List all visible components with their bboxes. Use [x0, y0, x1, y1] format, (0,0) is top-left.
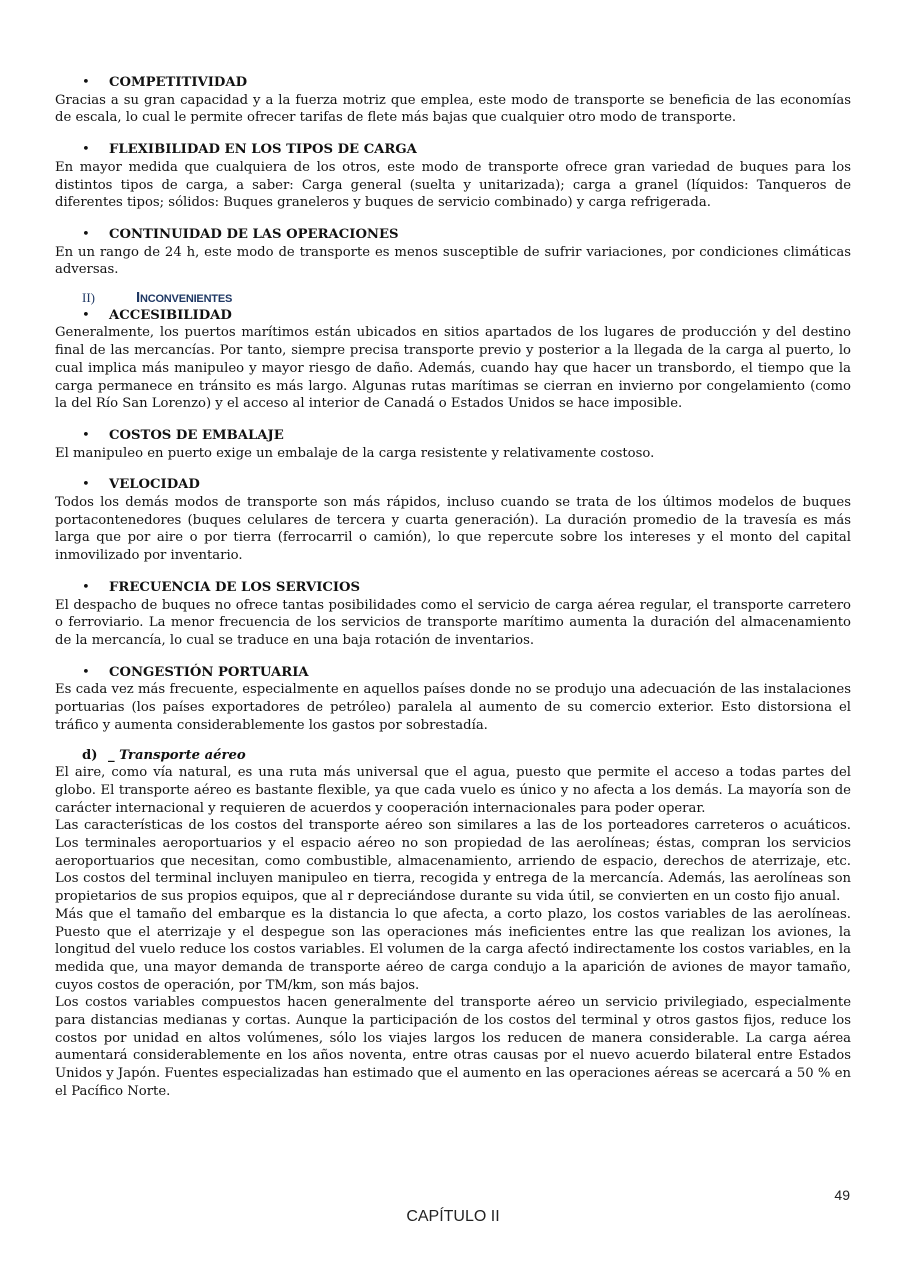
section-title: Inconvenientes — [136, 289, 233, 307]
paragraph-aereo-4: Los costos variables compuestos hacen generalmente del transporte aéreo un servicio privilegiado, especialmente para distancias medianas y cortas. Aunque la participación de los costos del terminal y otros gastos fijos, reduce los costos por unidad en altos volúmenes, sólo los viajes largos los reducen de manera considerable. La carga aérea aumentará considerablemente en los años noventa, entre otras causas por el nuevo acuerdo bilateral entre Estados Unidos y Japón. Fuentes especializadas han estimado que el aumento en las operaciones aéreas se acercará a 50 % en el Pacífico Norte. — [55, 995, 851, 1099]
disadvantages-list — [55, 307, 851, 735]
paragraph-continuidad: En un rango de 24 h, este modo de transporte es menos susceptible de sufrir variaciones, por condiciones climáticas adversas. — [55, 244, 851, 278]
subsection-title: _ Transporte aéreo — [108, 747, 246, 763]
chapter-footer: CAPÍTULO II — [406, 1208, 500, 1225]
paragraph-flexibilidad: En mayor medida que cualquiera de los otros, este modo de transporte ofrece gran variedad de buques para los distintos tipos de carga, a saber: Carga general (suelta y unitarizada); carga a granel (líquidos: Tanqueros de diferentes tipos; sólidos: Buques graneleros y buques de servicio combinado) y carga refrigerada. — [55, 159, 851, 211]
bullet-heading-accesibilidad: • ACCESIBILIDAD — [55, 307, 851, 325]
document-body — [55, 74, 851, 1101]
bullet-heading-flexibilidad: • FLEXIBILIDAD EN LOS TIPOS DE CARGA — [55, 141, 851, 159]
paragraph-accesibilidad: Generalmente, los puertos marítimos están ubicados en sitios apartados de los lugares de producción y del destino final de las mercancías. Por tanto, siempre precisa transporte previo y posterior a la llegada de la carga al puerto, lo cual implica más manipuleo y mayor riesgo de daño. Además, cuando hay que hacer un transbordo, el tiempo que la carga permanece en tránsito es más largo. Algunas rutas marítimas se cierran en invierno por congelamiento (como la del Río San Lorenzo) y el acceso al interior de Canadá o Estados Unidos se hace imposible. — [55, 325, 851, 412]
section-number: II) — [82, 290, 95, 306]
paragraph-frecuencia: El despacho de buques no ofrece tantas posibilidades como el servicio de carga aérea regular, el transporte carretero o ferroviario. La menor frecuencia de los servicios de transporte marítimo aumenta la duración del almacenamiento de la mercancía, lo cual se traduce en una baja rotación de inventarios. — [55, 597, 851, 648]
bullet-heading-frecuencia: • FRECUENCIA DE LOS SERVICIOS — [55, 579, 851, 597]
bullet-heading-costos-embalaje: • COSTOS DE EMBALAJE — [55, 427, 851, 445]
bullet-heading-congestion: • CONGESTIÓN PORTUARIA — [55, 664, 851, 682]
paragraph-aereo-3: Más que el tamaño del embarque es la distancia lo que afecta, a corto plazo, los costos variables de las aerolíneas. Puesto que el aterrizaje y el despegue son las operaciones más ineficientes entre las que realizan los aviones, la longitud del vuelo reduce los costos variables. El volumen de la carga afectó indirectamente los costos variables, en la medida que, una mayor demanda de transporte aéreo de carga condujo a la aparición de aviones de mayor tamaño, cuyos costos de operación, por TM/km, son más bajos. — [55, 906, 851, 993]
paragraph-velocidad: Todos los demás modos de transporte son más rápidos, incluso cuando se trata de los últimos modelos de buques portacontenedores (buques celulares de tercera y cuarta generación). La duración promedio de la travesía es más larga que por aire o por tierra (ferrocarril o camión), lo que repercute sobre los intereses y el monto del capital inmovilizado por inventario. — [55, 495, 851, 564]
subsection-heading — [55, 747, 851, 765]
paragraph-aereo-1: El aire, como vía natural, es una ruta más universal que el agua, puesto que permite el acceso a todas partes del globo. El transporte aéreo es bastante flexible, ya que cada vuelo es único y no afecta a los demás. La mayoría son de carácter internacional y requieren de acuerdos y cooperación internacionales para poder operar. — [55, 765, 851, 816]
bullet-heading-competitividad: • COMPETITIVIDAD — [55, 74, 851, 92]
subsection-letter: d) — [82, 747, 98, 763]
paragraph-costos-embalaje: El manipuleo en puerto exige un embalaje de la carga resistente y relativamente costoso. — [55, 445, 655, 461]
page-number: 49 — [834, 1187, 850, 1203]
bullet-heading-velocidad: • VELOCIDAD — [55, 476, 851, 494]
section-heading — [55, 289, 851, 307]
paragraph-competitividad: Gracias a su gran capacidad y a la fuerza motriz que emplea, este modo de transporte se beneficia de las economías de escala, lo cual le permite ofrecer tarifas de flete más bajas que cualquier otro modo de transporte. — [55, 92, 851, 126]
paragraph-aereo-2: Las características de los costos del transporte aéreo son similares a las de los porteadores carreteros o acuáticos. Los terminales aeroportuarios y el espacio aéreo no son propiedad de las aerolíneas; éstas, compran los servicios aeroportuarios que necesitan, como combustible, almacenamiento, arriendo de espacio, derechos de aterrizaje, etc. Los costos del terminal incluyen manipuleo en tierra, recogida y entrega de la mercancía. Además, las aerolíneas son propietarios de sus propios equipos, que al r depreciándose durante su vida útil, se convierten en un costo fijo anual. — [55, 818, 851, 905]
bullet-heading-continuidad: • CONTINUIDAD DE LAS OPERACIONES — [55, 226, 851, 244]
advantages-list — [55, 74, 851, 279]
paragraph-congestion: Es cada vez más frecuente, especialmente en aquellos países donde no se produjo una adecuación de las instalaciones portuarias (los países exportadores de petróleo) paralela al aumento de su comercio exterior. Esto distorsiona el tráfico y aumenta considerablemente los gastos por sobrestadía. — [55, 682, 851, 733]
